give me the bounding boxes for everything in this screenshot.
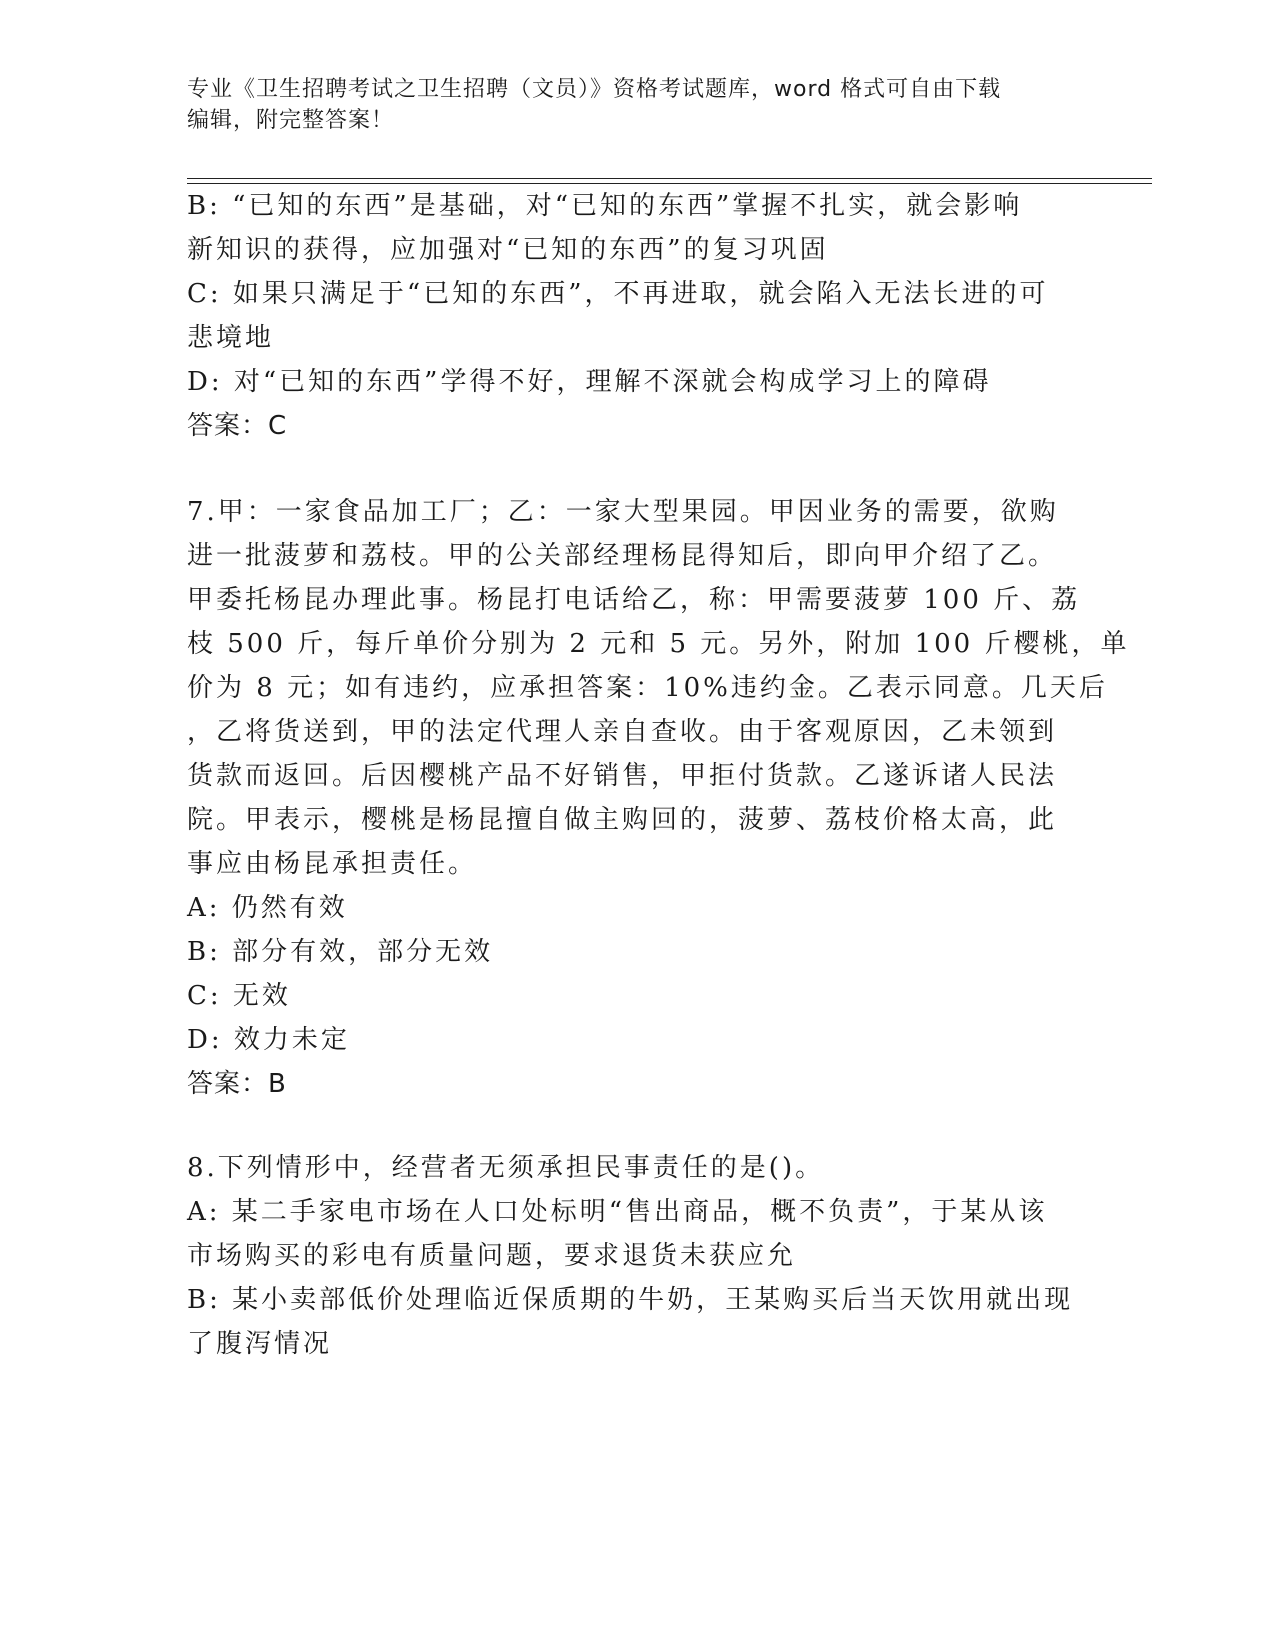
question-8-option-b-line-1: B: 某小卖部低价处理临近保质期的牛奶，王某购买后当天饮用就出现 (187, 1285, 1074, 1315)
question-7-option-c: C: 无效 (187, 981, 291, 1011)
question-8-option-b-line-2: 了腹泻情况 (187, 1329, 333, 1359)
question-7-line: 价为 8 元；如有违约，应承担答案：10%违约金。乙表示同意。几天后 (187, 673, 1108, 703)
question-7-line: 货款而返回。后因樱桃产品不好销售，甲拒付货款。乙遂诉诸人民法 (187, 761, 1058, 791)
question-7-line: 甲委托杨昆办理此事。杨昆打电话给乙，称：甲需要菠萝 100 斤、荔 (187, 585, 1081, 615)
answer-label: 答案：C (187, 411, 288, 441)
option-b-line-2: 新知识的获得，应加强对“已知的东西”的复习巩固 (187, 235, 829, 265)
question-7-line: 事应由杨昆承担责任。 (187, 849, 478, 879)
page-header (187, 74, 1087, 136)
option-c-line-2: 悲境地 (187, 323, 275, 353)
question-7-line: ，乙将货送到，甲的法定代理人亲自查收。由于客观原因，乙未领到 (187, 717, 1058, 747)
header-divider-top (187, 178, 1152, 179)
question-7-line: 院。甲表示，樱桃是杨昆擅自做主购回的，菠萝、荔枝价格太高，此 (187, 805, 1058, 835)
question-7-answer: 答案：B (187, 1069, 287, 1099)
option-d-line: D: 对“已知的东西”学得不好，理解不深就会构成学习上的障碍 (187, 367, 992, 397)
question-8-option-a-line-1: A: 某二手家电市场在人口处标明“售出商品，概不负责”，于某从该 (187, 1197, 1048, 1227)
question-7-option-d: D: 效力未定 (187, 1025, 350, 1055)
option-b-line-1: B: “已知的东西”是基础，对“已知的东西”掌握不扎实，就会影响 (187, 191, 1023, 221)
question-8-option-a-line-2: 市场购买的彩电有质量问题，要求退货未获应允 (187, 1241, 797, 1271)
question-7-line: 枝 500 斤，每斤单价分别为 2 元和 5 元。另外，附加 100 斤樱桃，单 (187, 629, 1130, 659)
header-line-2: 编辑，附完整答案！ (187, 108, 395, 133)
option-c-line-1: C: 如果只满足于“已知的东西”，不再进取，就会陷入无法长进的可 (187, 279, 1049, 309)
header-line-1: 专业《卫生招聘考试之卫生招聘（文员）》资格考试题库，word 格式可自由下载 (187, 77, 1002, 102)
question-7-option-b: B: 部分有效，部分无效 (187, 937, 494, 967)
question-7-line: 7.甲：一家食品加工厂；乙：一家大型果园。甲因业务的需要，欲购 (187, 497, 1059, 527)
question-7-option-a: A: 仍然有效 (187, 893, 348, 923)
question-8-stem: 8.下列情形中，经营者无须承担民事责任的是()。 (187, 1153, 825, 1183)
question-7-line: 进一批菠萝和荔枝。甲的公关部经理杨昆得知后，即向甲介绍了乙。 (187, 541, 1058, 571)
